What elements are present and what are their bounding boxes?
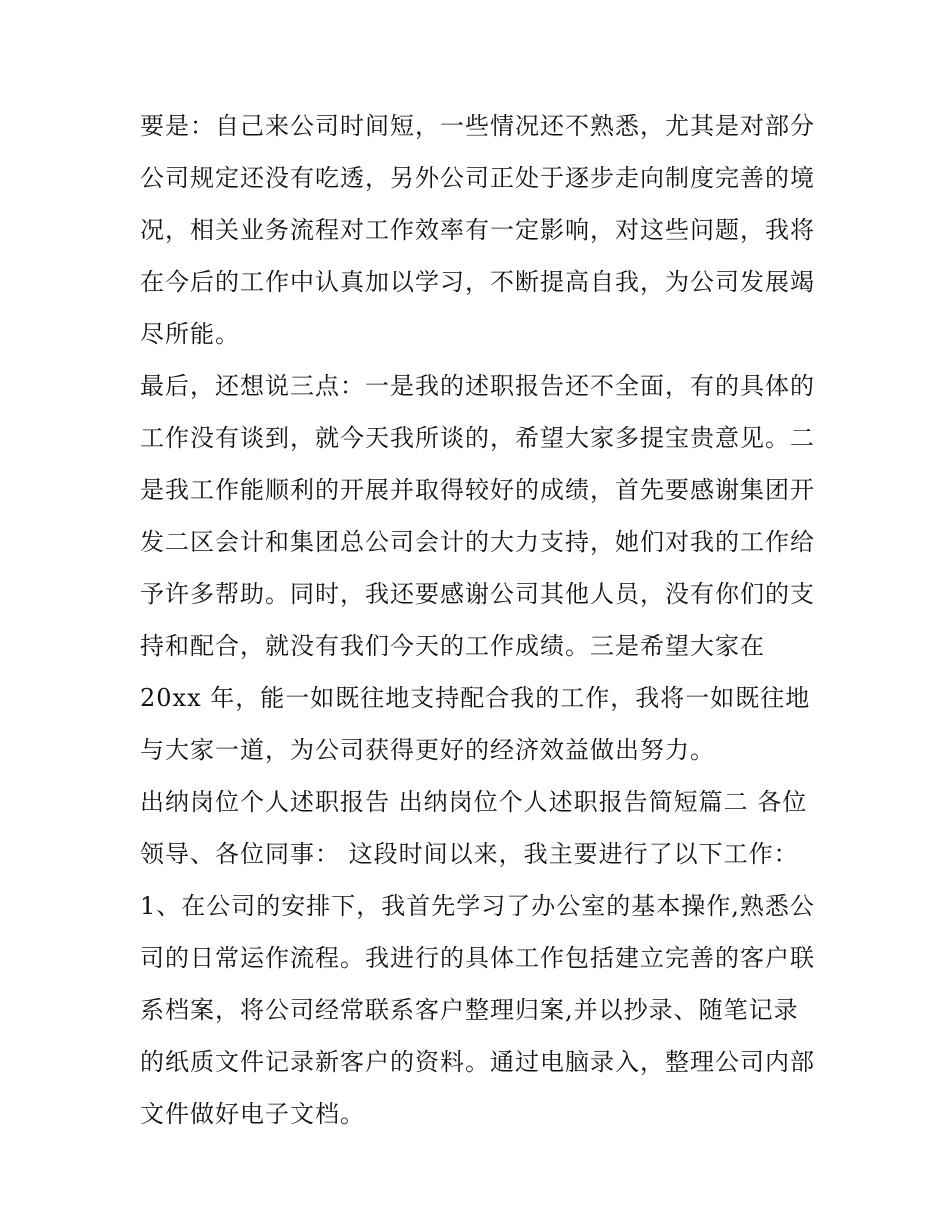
text-line: 持和配合，就没有我们今天的工作成绩。三是希望大家在 <box>140 632 765 660</box>
text-line: 与大家一道，为公司获得更好的经济效益做出努力。 <box>140 736 715 764</box>
text-line: 在今后的工作中认真加以学习，不断提高自我，为公司发展竭 <box>140 268 815 296</box>
text-line: 司的日常运作流程。我进行的具体工作包括建立完善的客户联 <box>140 944 815 972</box>
text-line: 1、在公司的安排下，我首先学习了办公室的基本操作,熟悉公 <box>140 892 815 920</box>
text-line: 系档案，将公司经常联系客户整理归案,并以抄录、随笔记录 <box>140 996 799 1024</box>
text-line: 最后，还想说三点：一是我的述职报告还不全面，有的具体的 <box>140 372 815 400</box>
text-line: 是我工作能顺利的开展并取得较好的成绩，首先要感谢集团开 <box>140 476 815 504</box>
text-line: 发二区会计和集团总公司会计的大力支持，她们对我的工作给 <box>140 528 815 556</box>
text-line: 公司规定还没有吃透，另外公司正处于逐步走向制度完善的境 <box>140 164 815 192</box>
text-line: 工作没有谈到，就今天我所谈的，希望大家多提宝贵意见。二 <box>140 424 815 452</box>
text-line: 领导、各位同事： 这段时间以来，我主要进行了以下工作： <box>140 840 799 868</box>
text-line: 予许多帮助。同时，我还要感谢公司其他人员，没有你们的支 <box>140 580 815 608</box>
text-line: 出纳岗位个人述职报告 出纳岗位个人述职报告简短篇二 各位 <box>140 788 808 816</box>
text-line: 文件做好电子文档。 <box>140 1100 365 1128</box>
text-line: 尽所能。 <box>140 320 240 348</box>
text-line: 况，相关业务流程对工作效率有一定影响，对这些问题，我将 <box>140 216 815 244</box>
text-line: 20xx 年，能一如既往地支持配合我的工作，我将一如既往地 <box>140 684 811 712</box>
text-line: 要是：自己来公司时间短，一些情况还不熟悉，尤其是对部分 <box>140 112 815 140</box>
text-line: 的纸质文件记录新客户的资料。通过电脑录入，整理公司内部 <box>140 1048 815 1076</box>
document-body <box>140 100 820 1140</box>
